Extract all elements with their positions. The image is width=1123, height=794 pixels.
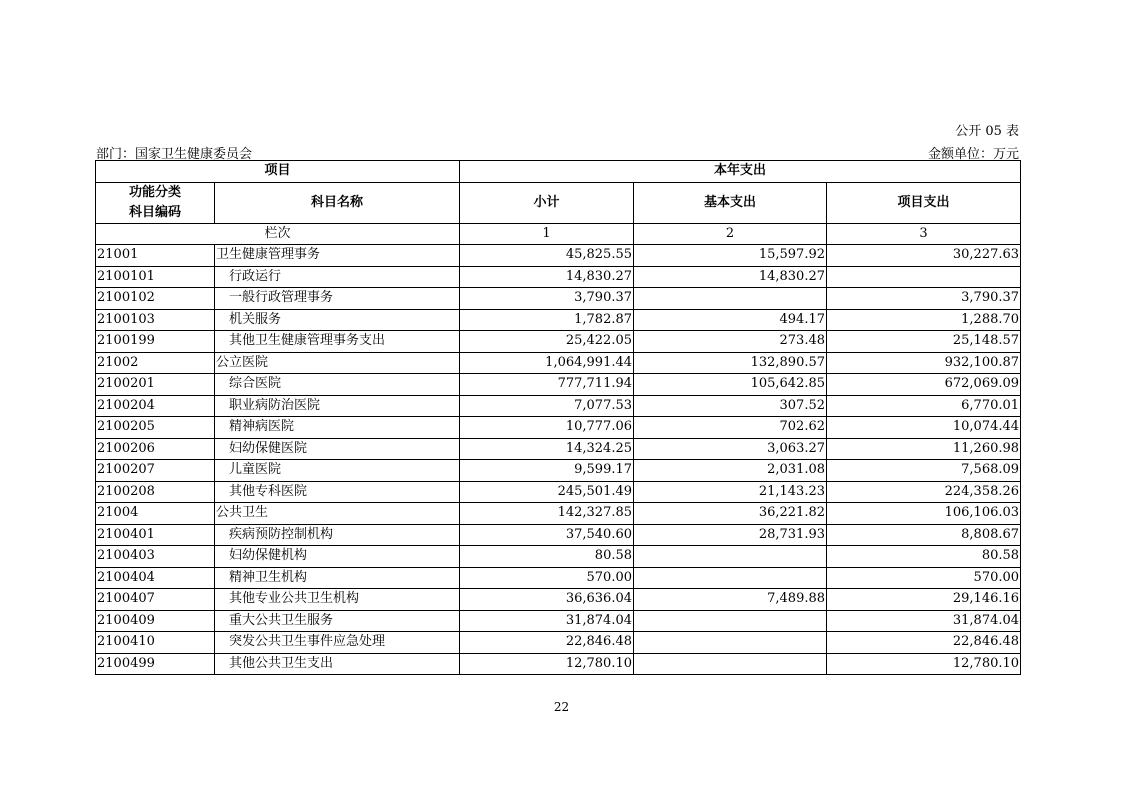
- row-subtotal: 7,077.53: [460, 395, 634, 417]
- row-name: 综合医院: [215, 374, 460, 396]
- index-1: 1: [460, 223, 634, 245]
- row-subtotal: 245,501.49: [460, 481, 634, 503]
- row-subtotal: 25,422.05: [460, 331, 634, 353]
- row-name: 其他公共卫生支出: [215, 653, 460, 675]
- header-code: [96, 182, 215, 223]
- row-code: 2100404: [96, 567, 215, 589]
- row-name: 精神病医院: [215, 417, 460, 439]
- row-code: 2100199: [96, 331, 215, 353]
- row-subtotal: 36,636.04: [460, 589, 634, 611]
- row-basic: 273.48: [634, 331, 827, 353]
- row-subtotal: 9,599.17: [460, 460, 634, 482]
- row-subtotal: 3,790.37: [460, 288, 634, 310]
- row-subtotal: 10,777.06: [460, 417, 634, 439]
- row-project: 106,106.03: [827, 503, 1021, 525]
- header-expense-group: 本年支出: [460, 161, 1021, 183]
- row-subtotal: 142,327.85: [460, 503, 634, 525]
- row-subtotal: 777,711.94: [460, 374, 634, 396]
- row-code: 21001: [96, 245, 215, 267]
- row-basic: [634, 546, 827, 568]
- table-row: [96, 460, 1021, 482]
- row-subtotal: 14,830.27: [460, 266, 634, 288]
- row-code: 2100103: [96, 309, 215, 331]
- page-number: 22: [553, 700, 570, 714]
- row-basic: 28,731.93: [634, 524, 827, 546]
- table-row: [96, 245, 1021, 267]
- table-row: [96, 266, 1021, 288]
- row-basic: 15,597.92: [634, 245, 827, 267]
- row-code: 21002: [96, 352, 215, 374]
- row-project: 224,358.26: [827, 481, 1021, 503]
- row-name: 疾病预防控制机构: [215, 524, 460, 546]
- row-code: 2100204: [96, 395, 215, 417]
- row-name: 行政运行: [215, 266, 460, 288]
- row-project: 570.00: [827, 567, 1021, 589]
- row-basic: 494.17: [634, 309, 827, 331]
- row-name: 其他专科医院: [215, 481, 460, 503]
- row-subtotal: 31,874.04: [460, 610, 634, 632]
- row-subtotal: 80.58: [460, 546, 634, 568]
- row-subtotal: 45,825.55: [460, 245, 634, 267]
- row-project: 1,288.70: [827, 309, 1021, 331]
- row-basic: 702.62: [634, 417, 827, 439]
- row-code: 2100207: [96, 460, 215, 482]
- index-3: 3: [827, 223, 1021, 245]
- row-project: 29,146.16: [827, 589, 1021, 611]
- row-subtotal: 12,780.10: [460, 653, 634, 675]
- row-code: 21004: [96, 503, 215, 525]
- table-row: [96, 352, 1021, 374]
- row-code: 2100401: [96, 524, 215, 546]
- table-row: [96, 524, 1021, 546]
- row-name: 重大公共卫生服务: [215, 610, 460, 632]
- row-name: 一般行政管理事务: [215, 288, 460, 310]
- row-project: 7,568.09: [827, 460, 1021, 482]
- row-name: 突发公共卫生事件应急处理: [215, 632, 460, 654]
- row-basic: 307.52: [634, 395, 827, 417]
- table-row: [96, 567, 1021, 589]
- row-basic: [634, 288, 827, 310]
- table-row: [96, 309, 1021, 331]
- row-project: 932,100.87: [827, 352, 1021, 374]
- index-row: [96, 223, 1021, 245]
- header-subtotal: 小计: [460, 182, 634, 223]
- row-basic: 132,890.57: [634, 352, 827, 374]
- row-subtotal: 570.00: [460, 567, 634, 589]
- row-project: 22,846.48: [827, 632, 1021, 654]
- table-row: [96, 417, 1021, 439]
- table-row: [96, 331, 1021, 353]
- row-project: 8,808.67: [827, 524, 1021, 546]
- row-basic: 105,642.85: [634, 374, 827, 396]
- row-basic: 7,489.88: [634, 589, 827, 611]
- row-project: 31,874.04: [827, 610, 1021, 632]
- table-row: [96, 610, 1021, 632]
- header-project: 项目支出: [827, 182, 1021, 223]
- row-code: 2100102: [96, 288, 215, 310]
- row-project: [827, 266, 1021, 288]
- header-basic: 基本支出: [634, 182, 827, 223]
- table-row: [96, 589, 1021, 611]
- row-code: 2100410: [96, 632, 215, 654]
- row-project: 80.58: [827, 546, 1021, 568]
- header-item-group: 项目: [96, 161, 460, 183]
- row-name: 妇幼保健机构: [215, 546, 460, 568]
- index-2: 2: [634, 223, 827, 245]
- row-name: 公共卫生: [215, 503, 460, 525]
- row-basic: 3,063.27: [634, 438, 827, 460]
- header-row-columns: [96, 182, 1021, 223]
- row-project: 10,074.44: [827, 417, 1021, 439]
- header-name: 科目名称: [215, 182, 460, 223]
- row-project: 672,069.09: [827, 374, 1021, 396]
- header-code-line2: 科目编码: [128, 204, 181, 220]
- row-code: 2100208: [96, 481, 215, 503]
- row-project: 25,148.57: [827, 331, 1021, 353]
- table-row: [96, 395, 1021, 417]
- row-name: 其他卫生健康管理事务支出: [215, 331, 460, 353]
- row-name: 卫生健康管理事务: [215, 245, 460, 267]
- row-subtotal: 14,324.25: [460, 438, 634, 460]
- row-basic: 2,031.08: [634, 460, 827, 482]
- row-basic: 36,221.82: [634, 503, 827, 525]
- row-project: 3,790.37: [827, 288, 1021, 310]
- row-name: 职业病防治医院: [215, 395, 460, 417]
- row-code: 2100403: [96, 546, 215, 568]
- row-basic: [634, 653, 827, 675]
- table-row: [96, 632, 1021, 654]
- row-basic: 14,830.27: [634, 266, 827, 288]
- row-project: 30,227.63: [827, 245, 1021, 267]
- row-basic: [634, 632, 827, 654]
- header-row-group: [96, 161, 1021, 183]
- row-basic: [634, 610, 827, 632]
- table-row: [96, 503, 1021, 525]
- row-name: 机关服务: [215, 309, 460, 331]
- row-code: 2100101: [96, 266, 215, 288]
- row-subtotal: 1,064,991.44: [460, 352, 634, 374]
- row-code: 2100205: [96, 417, 215, 439]
- unit-label: 金额单位：万元: [927, 147, 1019, 162]
- row-subtotal: 37,540.60: [460, 524, 634, 546]
- index-label: 栏次: [96, 223, 460, 245]
- row-basic: [634, 567, 827, 589]
- row-code: 2100409: [96, 610, 215, 632]
- form-number: 公开 05 表: [955, 124, 1019, 139]
- row-project: 6,770.01: [827, 395, 1021, 417]
- row-project: 11,260.98: [827, 438, 1021, 460]
- table-row: [96, 438, 1021, 460]
- row-subtotal: 22,846.48: [460, 632, 634, 654]
- row-name: 儿童医院: [215, 460, 460, 482]
- row-project: 12,780.10: [827, 653, 1021, 675]
- expenditure-table: [95, 160, 1021, 675]
- row-code: 2100201: [96, 374, 215, 396]
- row-name: 公立医院: [215, 352, 460, 374]
- row-code: 2100206: [96, 438, 215, 460]
- table-row: [96, 546, 1021, 568]
- row-name: 其他专业公共卫生机构: [215, 589, 460, 611]
- table-row: [96, 374, 1021, 396]
- header-code-line1: 功能分类: [128, 184, 181, 200]
- row-code: 2100499: [96, 653, 215, 675]
- table-row: [96, 653, 1021, 675]
- row-name: 精神卫生机构: [215, 567, 460, 589]
- row-name: 妇幼保健医院: [215, 438, 460, 460]
- row-basic: 21,143.23: [634, 481, 827, 503]
- row-subtotal: 1,782.87: [460, 309, 634, 331]
- department-label: 部门：国家卫生健康委员会: [96, 147, 253, 162]
- row-code: 2100407: [96, 589, 215, 611]
- table-row: [96, 288, 1021, 310]
- table-row: [96, 481, 1021, 503]
- table-body: [96, 245, 1021, 675]
